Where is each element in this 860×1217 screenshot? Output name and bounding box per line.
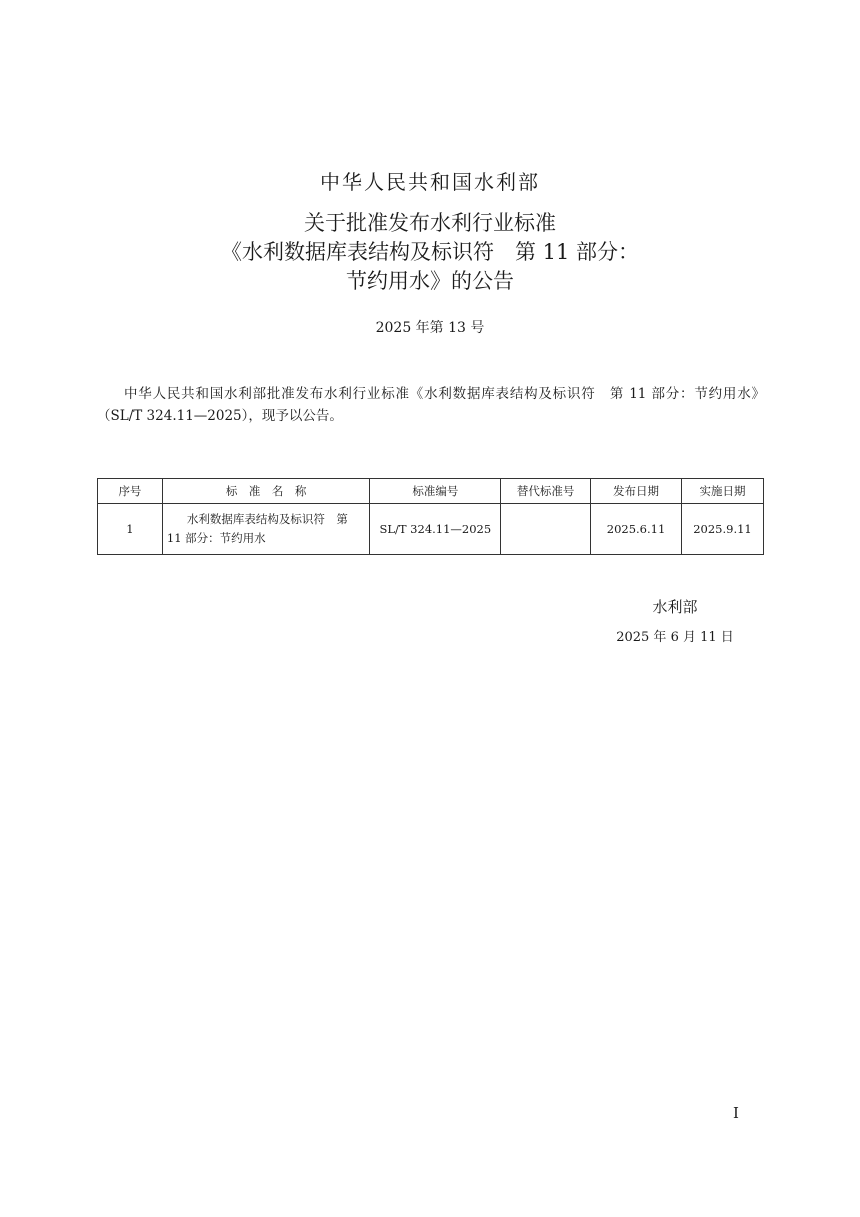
notice-number: 2025 年第 13 号: [375, 320, 485, 336]
title-line-2: 《水利数据库表结构及标识符 第 11 部分：: [220, 240, 640, 264]
col-header-name: 标 准 名 称: [162, 479, 370, 504]
col-header-replaces: 替代标准号: [501, 479, 591, 504]
title-line-3: 节约用水》的公告: [346, 269, 514, 293]
col-header-code: 标准编号: [370, 479, 501, 504]
signature-org: 水利部: [652, 598, 698, 616]
title-line-1: 关于批准发布水利行业标准: [304, 211, 556, 235]
cell-issue-date: 2025.6.11: [591, 504, 682, 555]
table-row: [98, 504, 764, 555]
cell-effective-date: 2025.9.11: [681, 504, 763, 555]
cell-standard-name: 水利数据库表结构及标识符 第 11 部分：节约用水: [162, 504, 370, 555]
cell-replaces: [501, 504, 591, 555]
page-number: I: [733, 1104, 739, 1122]
col-header-effective-date: 实施日期: [681, 479, 763, 504]
table-header-row: [98, 479, 764, 504]
cell-standard-code: SL/T 324.11—2025: [370, 504, 501, 555]
signature-date: 2025 年 6 月 11 日: [616, 630, 734, 645]
issuer-name: 中华人民共和国水利部: [320, 170, 540, 194]
col-header-issue-date: 发布日期: [591, 479, 682, 504]
cell-index: 1: [98, 504, 163, 555]
standards-table: [97, 478, 764, 555]
col-header-index: 序号: [98, 479, 163, 504]
notice-title: [0, 209, 860, 296]
notice-body: 中华人民共和国水利部批准发布水利行业标准《水利数据库表结构及标识符 第 11 部分：节约用水》（SL/T 324.11—2025），现予以公告。: [97, 386, 765, 424]
